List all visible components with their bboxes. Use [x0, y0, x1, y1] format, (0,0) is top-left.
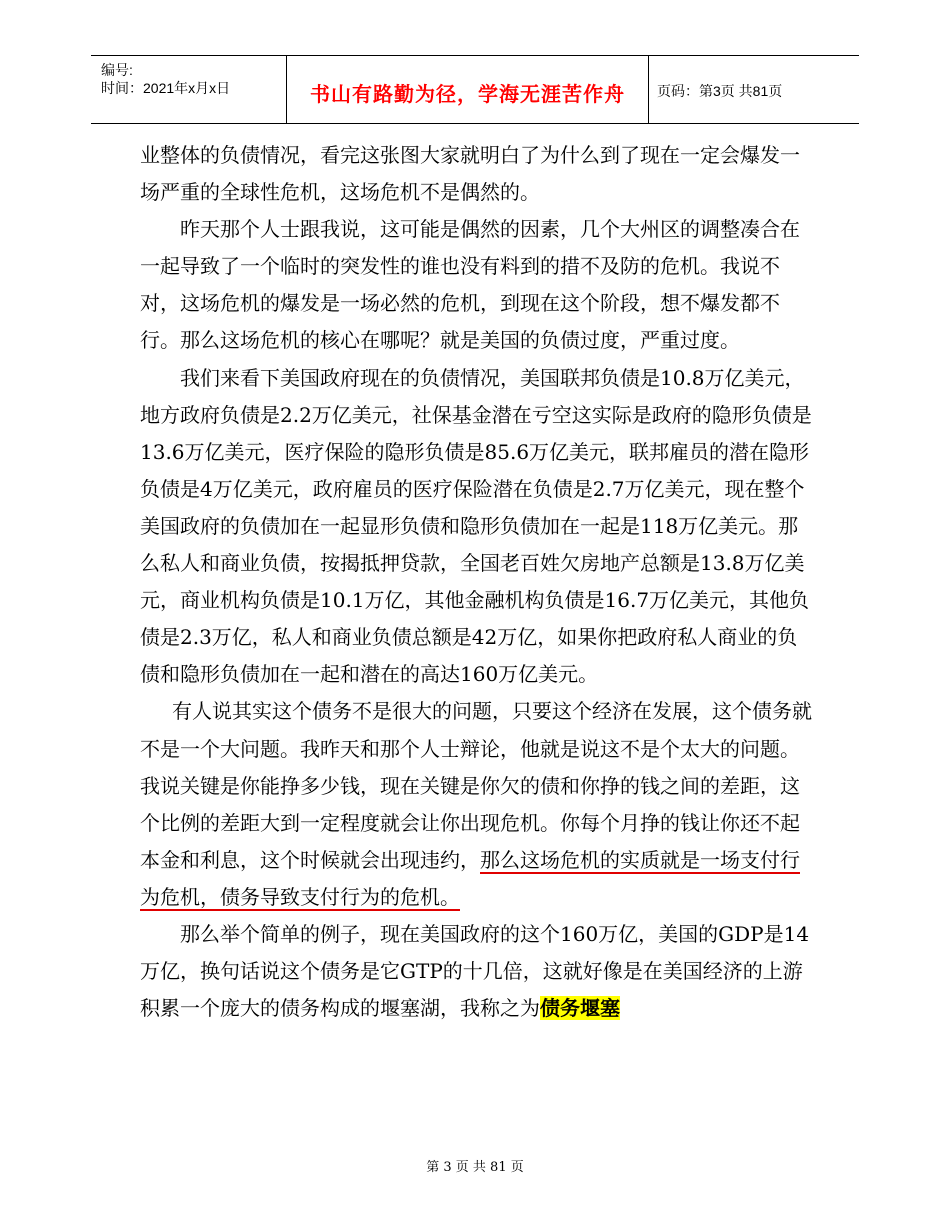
paragraph-5-text: 那么举个简单的例子，现在美国政府的这个160万亿，美国的GDP是14万亿，换句话说这个债务是它GTP的十几倍，这就好像是在美国经济的上游积累一个庞大的债务构成的堰塞湖，我称之为: [140, 921, 810, 1021]
highlighted-term: 债务堰塞: [540, 996, 620, 1021]
header-page-code: 页码：第3页 共81页: [657, 83, 783, 99]
page-header: [91, 55, 859, 124]
document-body: [140, 137, 815, 1027]
header-meta-cell: [91, 56, 287, 123]
underlined-sentence: 那么这场危机的实质就是一场支付行为危机，债务导致支付行为的危机。: [140, 847, 800, 909]
paragraph-5: [140, 916, 815, 1027]
paragraph-3: 我们来看下美国政府现在的负债情况，美国联邦负债是10.8万亿美元，地方政府负债是2.2万亿美元，社保基金潜在亏空这实际是政府的隐形负债是13.6万亿美元，医疗保险的隐形负债是85.6万亿美元，联邦雇员的潜在隐形负债是4万亿美元，政府雇员的医疗保险潜在负债是2.7万亿美元，现在整个美国政府的负债加在一起显形负债和隐形负债加在一起是118万亿美元。那么私人和商业负债，按揭抵押贷款，全国老百姓欠房地产总额是13.8万亿美元，商业机构负债是10.1万亿，其他金融机构负债是16.7万亿美元，其他负债是2.3万亿，私人和商业负债总额是42万亿，如果你把政府私人商业的负债和隐形负债加在一起和潜在的高达160万亿美元。: [140, 365, 812, 687]
paragraph-1: 业整体的负债情况，看完这张图大家就明白了为什么到了现在一定会爆发一场严重的全球性危机，这场危机不是偶然的。: [140, 143, 800, 205]
page-footer: 第 3 页 共 81 页: [426, 1160, 524, 1175]
header-page-cell: [649, 56, 859, 123]
document-number-label: 编号:: [101, 62, 133, 78]
header-motto: 书山有路勤为径，学海无涯苦作舟: [310, 82, 625, 106]
header-motto-cell: [287, 56, 649, 123]
paragraph-4: [140, 693, 815, 916]
paragraph-2: 昨天那个人士跟我说，这可能是偶然的因素，几个大州区的调整凑合在一起导致了一个临时的突发性的谁也没有料到的措不及防的危机。我说不对，这场危机的爆发是一场必然的危机，到现在这个阶段，想不爆发都不行。那么这场危机的核心在哪呢？就是美国的负债过度，严重过度。: [140, 217, 800, 353]
paragraph-4-text: 有人说其实这个债务不是很大的问题，只要这个经济在发展，这个债务就不是一个大问题。我昨天和那个人士辩论，他就是说这不是个太大的问题。我说关键是你能挣多少钱，现在关键是你欠的债和你挣的钱之间的差距，这个比例的差距大到一定程度就会让你出现危机。你每个月挣的钱让你还不起本金和利息，这个时候就会出现违约，: [140, 699, 812, 872]
document-time-label: 时间：2021年x月x日: [101, 80, 231, 96]
